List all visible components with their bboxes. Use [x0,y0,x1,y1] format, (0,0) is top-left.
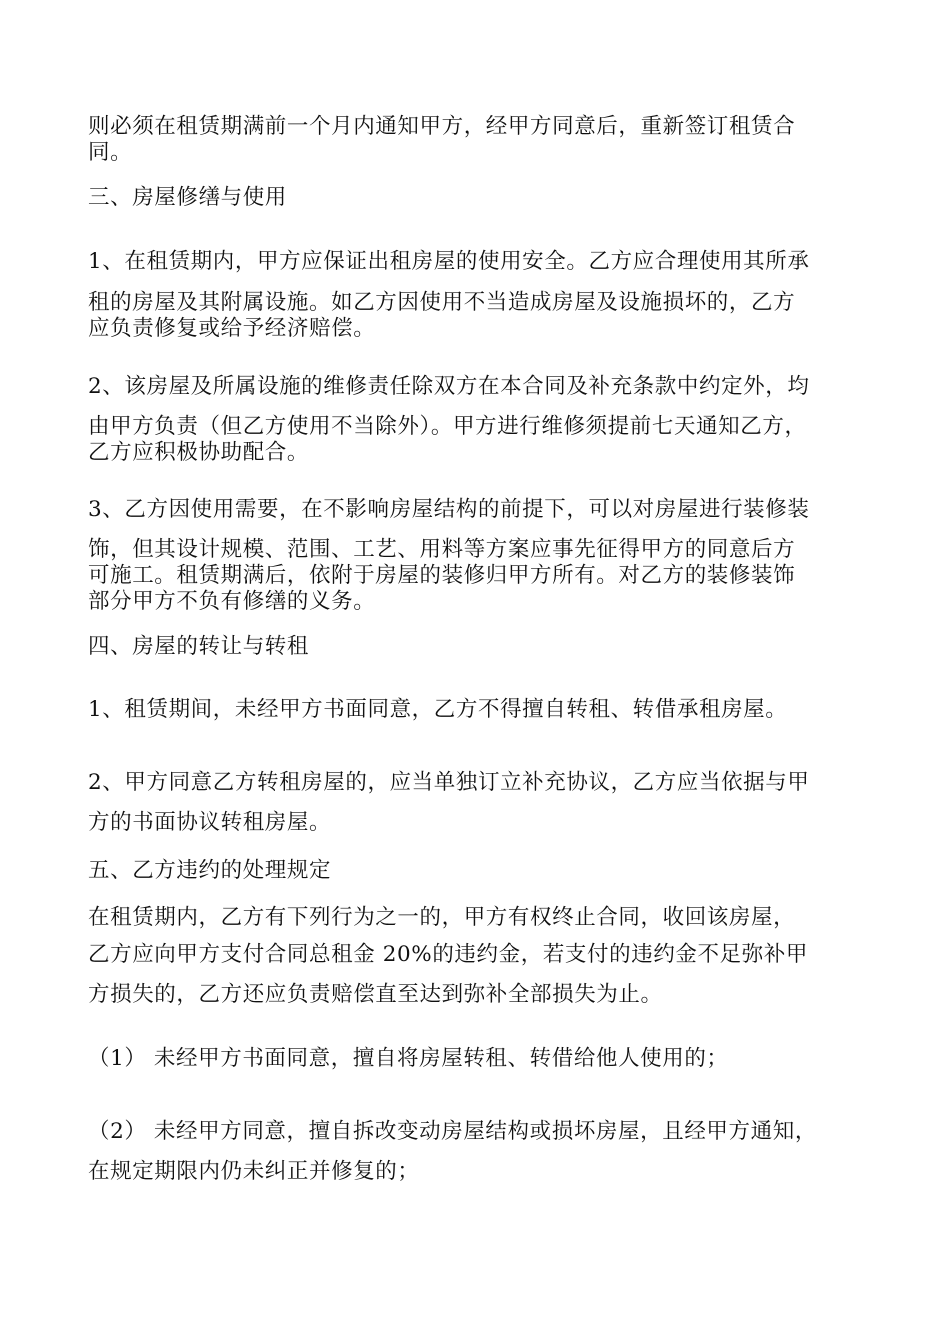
text-line: 方的书面协议转租房屋。 [88,810,332,835]
text-line: 租的房屋及其附属设施。如乙方因使用不当造成房屋及设施损坏的，乙方 [88,290,796,315]
text-line: 部分甲方不负有修缮的义务。 [88,589,376,614]
text-line: 2、甲方同意乙方转租房屋的，应当单独订立补充协议，乙方应当依据与甲 [88,770,810,795]
text-line: 则必须在租赁期满前一个月内通知甲方，经甲方同意后，重新签订租赁合 [88,114,796,139]
text-line: 在租赁期内，乙方有下列行为之一的，甲方有权终止合同，收回该房屋， [88,905,796,930]
text-line: 1、在租赁期内，甲方应保证出租房屋的使用安全。乙方应合理使用其所承 [88,249,810,274]
section-heading: 五、乙方违约的处理规定 [88,858,332,883]
section-heading: 四、房屋的转让与转租 [88,634,310,659]
text-line: 乙方应向甲方支付合同总租金 20%的违约金，若支付的违约金不足弥补甲 [88,942,809,967]
text-line: 由甲方负责（但乙方使用不当除外）。甲方进行维修须提前七天通知乙方， [88,414,807,439]
text-line: 方损失的，乙方还应负责赔偿直至达到弥补全部损失为止。 [88,982,663,1007]
text-line: 可施工。租赁期满后，依附于房屋的装修归甲方所有。对乙方的装修装饰 [88,563,796,588]
text-line: 同。 [88,140,133,165]
list-item: （1） 未经甲方书面同意，擅自将房屋转租、转借给他人使用的； [88,1046,729,1071]
text-line: 饰，但其设计规模、范围、工艺、用料等方案应事先征得甲方的同意后方 [88,537,796,562]
text-line: 应负责修复或给予经济赔偿。 [88,316,376,341]
text-line: 1、租赁期间，未经甲方书面同意，乙方不得擅自转租、转借承租房屋。 [88,697,788,722]
text-line: 2、该房屋及所属设施的维修责任除双方在本合同及补充条款中约定外，均 [88,374,810,399]
list-item: （2） 未经甲方同意，擅自拆改变动房屋结构或损坏房屋，且经甲方通知， [88,1119,817,1144]
text-line: 3、乙方因使用需要，在不影响房屋结构的前提下，可以对房屋进行装修装 [88,497,810,522]
section-heading: 三、房屋修缮与使用 [88,185,287,210]
text-line: 在规定期限内仍未纠正并修复的； [88,1159,420,1184]
text-line: 乙方应积极协助配合。 [88,440,310,465]
